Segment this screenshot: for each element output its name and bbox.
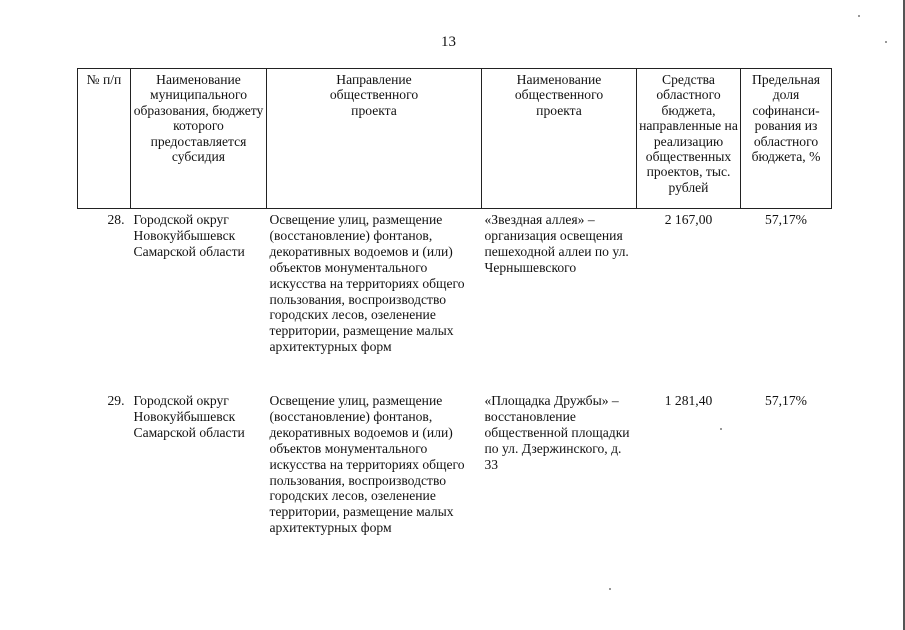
row-municipality: Городской округ Новокуйбышевск Самарской области: [133, 393, 245, 440]
row-share: 57,17%: [765, 212, 807, 227]
header-regional-funds: Средства областного бюджета, направленные на реализацию общественных проектов, тыс. рублей: [637, 69, 741, 209]
scan-speck: [885, 41, 887, 43]
table-header-row: [78, 69, 832, 209]
row-amount: 1 281,40: [664, 393, 713, 408]
header-direction: Направление общественного проекта: [267, 69, 482, 209]
header-project-name: Наименование общественного проекта: [482, 69, 637, 209]
header-number: № п/п: [78, 69, 131, 209]
table-row: [78, 387, 832, 536]
page-number: 13: [441, 34, 456, 50]
row-number: 29.: [107, 393, 125, 408]
row-direction: Освещение улиц, размещение (восстановление) фонтанов, декоративных водоемов и (или) объектов монументального искусства на территориях общего пользования, воспроизводство городских лесов, озеленение территории, размещение малых архитектурных форм: [269, 393, 465, 536]
row-project-name: «Площадка Дружбы» – восстановление общественной площадки по ул. Дзержинского, д. 33: [484, 393, 630, 472]
row-number: 28.: [107, 212, 125, 227]
header-cofinancing-share: Предельная доля софинанси-рования из областного бюджета, %: [741, 69, 832, 209]
row-municipality: Городской округ Новокуйбышевск Самарской области: [133, 212, 245, 259]
header-municipality: Наименование муниципального образования, бюджету которого предоставляется субсидия: [131, 69, 267, 209]
row-amount: 2 167,00: [664, 212, 713, 227]
table-row: [78, 209, 832, 388]
row-project-name: «Звездная аллея» – организация освещения пешеходной аллеи по ул. Чернышевского: [484, 212, 629, 275]
row-direction: Освещение улиц, размещение (восстановление) фонтанов, декоративных водоемов и (или) объектов монументального искусства на территориях общего пользования, воспроизводство городских лесов, озеленение территории, размещение малых архитектурных форм: [269, 212, 465, 355]
scan-speck: [609, 588, 611, 590]
subsidy-table: [77, 68, 832, 536]
scan-speck: [720, 428, 722, 430]
row-share: 57,17%: [765, 393, 807, 408]
scan-speck: [858, 15, 860, 17]
